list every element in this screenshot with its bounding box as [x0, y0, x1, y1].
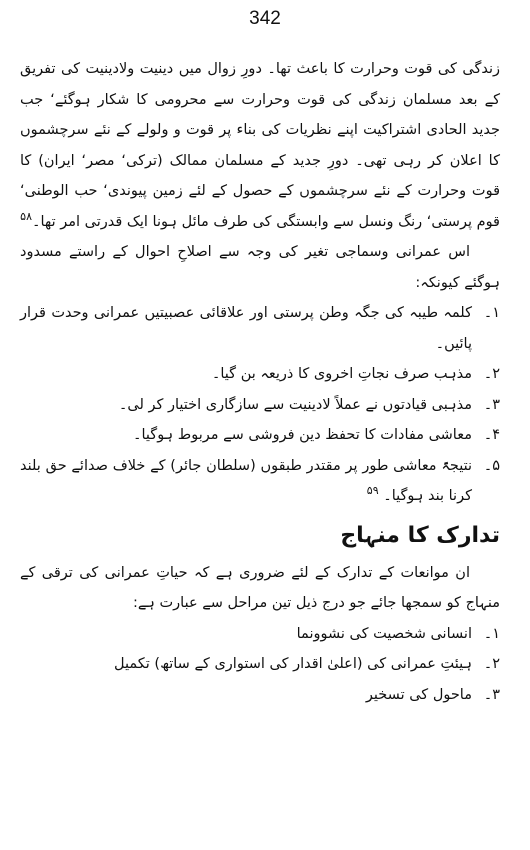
list-item-text: ہیئتِ عمرانی کی (اعلیٰ اقدار کی استواری کے ساتھ) تکمیل	[114, 656, 472, 672]
reasons-list	[20, 298, 500, 512]
list-item-text: مذہب صرف نجاتِ اخروی کا ذریعہ بن گیا۔	[211, 366, 472, 382]
list-item-text: معاشی مفادات کا تحفظ دین فروشی سے مربوط ہوگیا۔	[133, 427, 472, 443]
list-item-number: ۳۔	[483, 686, 500, 703]
list-item	[20, 649, 500, 680]
list-item-text: انسانی شخصیت کی نشوونما	[296, 625, 472, 642]
footnote-ref-58: ۵۸	[20, 209, 32, 223]
list-item	[20, 359, 500, 390]
footnote-ref-59: ۵۹	[366, 484, 379, 498]
list-item-number: ۳۔	[483, 396, 500, 413]
paragraph-2: اس عمرانی وسماجی تغیر کی وجہ سے اصلاحِ احوال کے راستے مسدود ہوگئے کیونکہ:	[20, 244, 500, 291]
stages-list	[20, 619, 500, 711]
paragraph-1-text: زندگی کی قوت وحرارت کا باعث تھا۔ دورِ زوال میں دینیت ولادینیت کی تفریق کے بعد مسلمان زندگی کی قوت وحرارت سے محرومی کا شکار ہوگئے‘ جب جدید الحادی اشتراکیت اپنے نظریات کی بناء پر قوت و ولولے کے نئے سرچشموں کا اعلان کر رہی تھی۔ دورِ جدید کے مسلمان ممالک (ترکی‘ مصر‘ ایران) کا قوت وحرارت کے نئے سرچشموں کے حصول کے لئے زمین پیوندی‘ حب الوطنی‘ قوم پرستی‘ رنگ ونسل سے وابستگی کی طرف مائل ہونا ایک قدرتی امر تھا۔	[20, 61, 500, 230]
list-item-text: ماحول کی تسخیر	[365, 686, 472, 703]
list-item	[20, 390, 500, 421]
paragraph-3: ان موانعات کے تدارک کے لئے ضروری ہے کہ حیاتِ عمرانی کی ترقی کے منہاج کو سمجھا جائے جو درج ذیل تین مراحل سے عبارت ہے:	[20, 564, 500, 611]
list-item-text: کلمہ طیبہ کی جگہ وطن پرستی اور علاقائی عصبیتیں عمرانی وحدت قرار پائیں۔	[20, 305, 472, 352]
page-number: 342	[249, 8, 281, 29]
list-item	[20, 420, 500, 451]
list-item-number: ۱۔	[483, 305, 500, 321]
page-content	[20, 54, 500, 710]
paragraph-1	[20, 54, 500, 237]
list-item-text: نتیجۃً معاشی طور پر مقتدر طبقوں (سلطان جائر) کے خلاف صدائے حق بلند کرنا بند ہوگیا۔	[20, 457, 472, 504]
list-item-number: ۲۔	[483, 656, 500, 672]
list-item	[20, 619, 500, 650]
list-item-number: ۱۔	[483, 625, 500, 642]
list-item-text: مذہبی قیادتوں نے عملاً لادینیت سے سازگاری اختیار کر لی۔	[118, 396, 472, 413]
list-item-number: ۵۔	[483, 457, 500, 474]
list-item	[20, 680, 500, 711]
list-item	[20, 451, 500, 512]
list-item-number: ۴۔	[483, 427, 500, 443]
section-heading: تدارک کا منہاج	[340, 522, 500, 548]
list-item-number: ۲۔	[483, 366, 500, 382]
list-item	[20, 298, 500, 359]
